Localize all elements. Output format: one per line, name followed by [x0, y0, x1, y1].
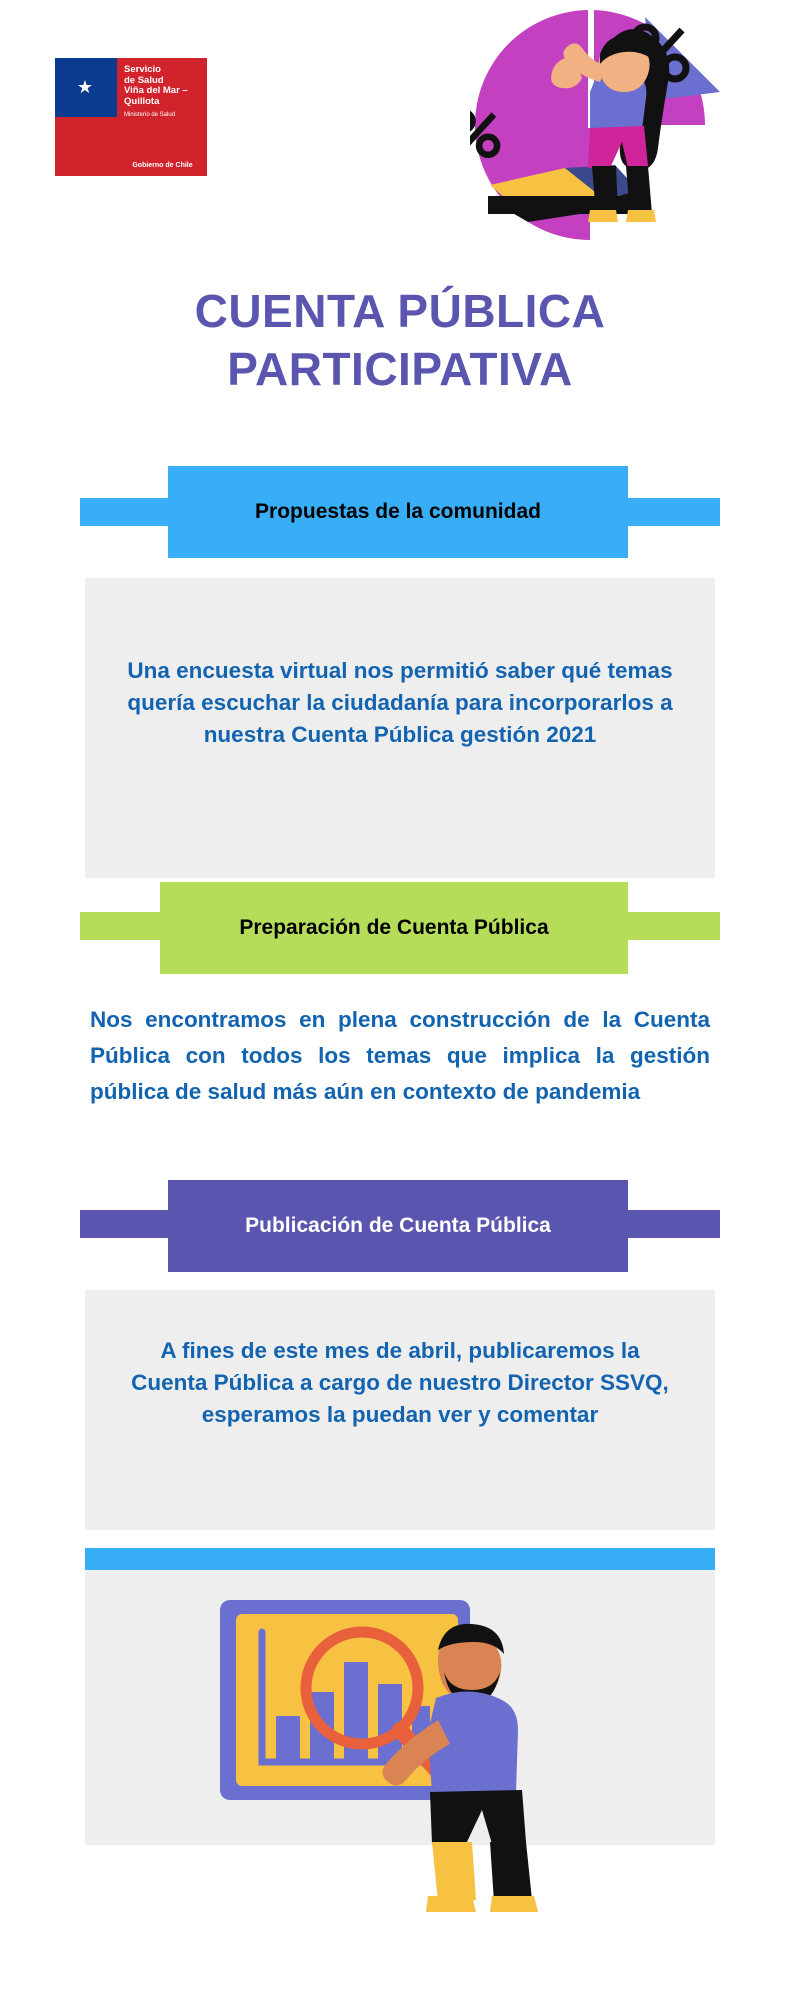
section-3-body-panel	[85, 1290, 715, 1530]
section-1-body-panel	[85, 578, 715, 878]
pie-chart-person-illustration	[470, 0, 800, 290]
logo-line-4: Quillota	[124, 95, 160, 107]
section-3-banner-label: Publicación de Cuenta Pública	[245, 1214, 551, 1237]
section-1-banner-label: Propuestas de la comunidad	[255, 500, 541, 523]
section-2-body-text: Nos encontramos en plena construcción de la Cuenta Pública con todos los temas que implica la gestión pública de salud más aún en contexto de pandemia	[90, 1007, 710, 1104]
section-3-banner	[168, 1180, 628, 1272]
section-2-banner	[160, 882, 628, 974]
bar-chart-magnifier-person-illustration	[210, 1580, 590, 1930]
logo-text-block	[117, 58, 207, 176]
section-1-body-text: Una encuesta virtual nos permitió saber qué temas quería escuchar la ciudadanía para incorporarlos a nuestra Cuenta Pública gestión 2021	[127, 658, 673, 747]
logo-line-3: Viña del Mar –	[124, 85, 188, 96]
section-2-body-panel	[90, 1002, 710, 1110]
ssvq-logo	[55, 58, 207, 176]
flag-blue-field	[55, 58, 117, 117]
section-3-body-text: A fines de este mes de abril, publicaremos la Cuenta Pública a cargo de nuestro Director SSVQ, esperamos la puedan ver y comentar	[131, 1338, 669, 1427]
logo-ministry: Ministerio de Salud	[124, 112, 176, 118]
flag-red-field	[55, 117, 117, 176]
flag-star-icon: ★	[76, 77, 94, 97]
chile-flag-icon	[55, 58, 117, 176]
page-title-line-2: PARTICIPATIVA	[227, 343, 573, 395]
footer-band	[85, 1548, 715, 1570]
page-title-line-1: CUENTA PÚBLICA	[194, 285, 606, 337]
page-title	[0, 282, 800, 398]
logo-government: Gobierno de Chile	[132, 162, 193, 169]
section-2-banner-label: Preparación de Cuenta Pública	[239, 916, 549, 939]
logo-line-1: Servicio	[124, 64, 161, 75]
logo-line-2: de Salud	[124, 74, 164, 86]
section-1-banner	[168, 466, 628, 558]
